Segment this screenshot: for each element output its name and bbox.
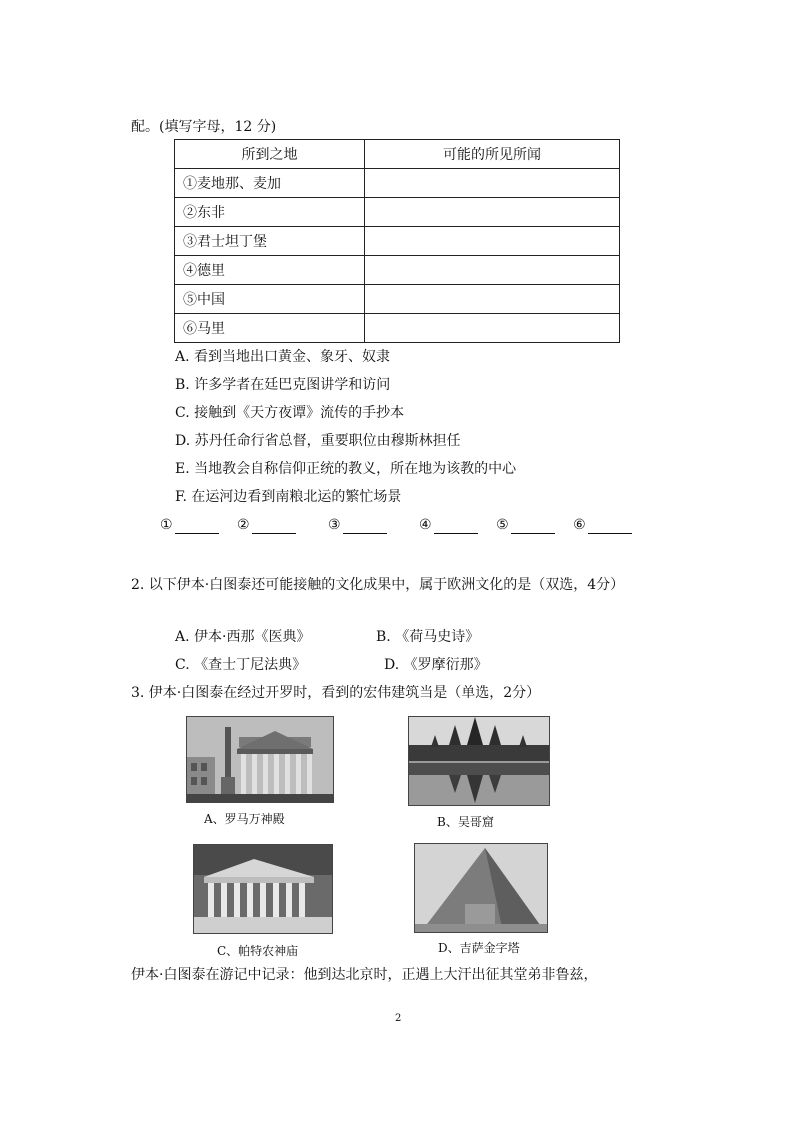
blank-item: ② [237,516,296,534]
blank-item: ① [160,516,219,534]
table-row [175,198,620,227]
place-cell: ③君士坦丁堡 [175,227,365,256]
option-d: D. 苏丹任命行省总督，重要职位由穆斯林担任 [175,433,461,449]
table-row [175,285,620,314]
option-e: E. 当地教会自称信仰正统的教义，所在地为该教的中心 [175,461,517,477]
answer-cell[interactable] [365,285,620,314]
option-c: C. 接触到《天方夜谭》流传的手抄本 [175,405,405,421]
question-3: 3. 伊本·白图泰在经过开罗时，看到的宏伟建筑当是（单选，2分） [131,685,541,701]
answer-blank[interactable] [511,518,555,534]
column-header-place: 所到之地 [175,140,365,169]
caption-c: C、帕特农神庙 [217,944,299,958]
blank-item: ⑤ [496,516,555,534]
place-cell: ⑥马里 [175,314,365,343]
place-cell: ①麦地那、麦加 [175,169,365,198]
blank-item: ⑥ [573,516,632,534]
q2-option-c: C. 《查士丁尼法典》 [175,657,307,673]
table-row [175,314,620,343]
answer-cell[interactable] [365,314,620,343]
table-header-row [175,140,620,169]
option-f: F. 在运河边看到南粮北运的繁忙场景 [175,489,402,505]
option-a: A. 看到当地出口黄金、象牙、奴隶 [175,349,391,365]
pyramid-photo[interactable] [414,843,548,933]
column-header-observations: 可能的所见所闻 [365,140,620,169]
place-cell: ⑤中国 [175,285,365,314]
pantheon-photo[interactable] [186,716,334,803]
q2-option-b: B. 《荷马史诗》 [376,629,480,645]
parthenon-photo[interactable] [193,844,333,934]
angkor-wat-photo[interactable] [408,716,550,806]
section-heading: 配。(填写字母，12 分) [131,119,277,135]
caption-b: B、吴哥窟 [437,815,494,829]
blank-item: ③ [328,516,387,534]
answer-blanks [160,516,646,534]
q2-option-a: A. 伊本·西那《医典》 [175,629,311,645]
answer-cell[interactable] [365,169,620,198]
answer-blank[interactable] [175,518,219,534]
q2-option-d: D. 《罗摩衍那》 [384,657,488,673]
answer-cell[interactable] [365,256,620,285]
table-row [175,169,620,198]
caption-a: A、罗马万神殿 [204,812,285,826]
table-row [175,256,620,285]
blank-item: ④ [419,516,478,534]
answer-cell[interactable] [365,227,620,256]
passage-text: 伊本·白图泰在游记中记录：他到达北京时，正遇上大汗出征其堂弟非鲁兹， [131,967,598,983]
answer-cell[interactable] [365,198,620,227]
caption-d: D、吉萨金字塔 [438,941,520,955]
table-row [175,227,620,256]
option-b: B. 许多学者在廷巴克图讲学和访问 [175,377,391,393]
place-cell: ②东非 [175,198,365,227]
answer-blank[interactable] [588,518,632,534]
question-2: 2. 以下伊本·白图泰还可能接触的文化成果中，属于欧洲文化的是（双选，4分） [131,577,625,593]
matching-table [174,139,620,343]
answer-blank[interactable] [252,518,296,534]
answer-blank[interactable] [343,518,387,534]
place-cell: ④德里 [175,256,365,285]
answer-blank[interactable] [434,518,478,534]
page-number: 2 [395,1013,402,1024]
